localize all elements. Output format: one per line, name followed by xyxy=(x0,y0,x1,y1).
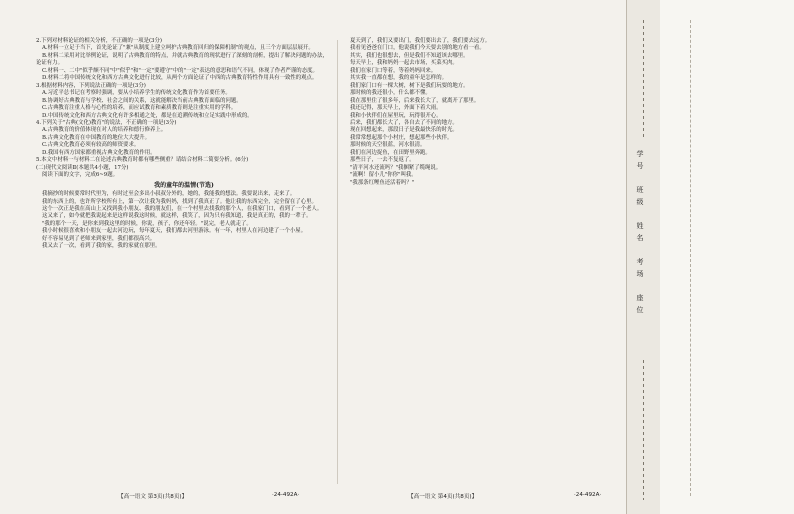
column-divider xyxy=(337,40,338,484)
cut-line xyxy=(643,360,644,500)
line: 我又去了一次，看到了我的家，我的家就在那里。 xyxy=(41,243,161,250)
line: 我们在家门口等着，等着妈妈回来。 xyxy=(349,67,437,74)
cut-line xyxy=(643,20,644,140)
line: D.我国有西方国家都重视古典文化教育的作用。 xyxy=(41,149,156,156)
line: C.材料一、二中"似乎颇不同"中"似乎"和"一定"要遵守"中的"一定"表达的意思和语气不同，体现了作者严谨的态度。 xyxy=(41,67,318,74)
right-column xyxy=(344,38,614,187)
side-label-seat: 座 xyxy=(636,294,644,301)
right-page-footer: 【高一语文 第4页(共8页)】 xyxy=(408,494,478,500)
line: 我常常想起那个小村庄，想起那些小伙伴。 xyxy=(349,134,453,141)
side-label: 位 xyxy=(636,306,644,313)
line: C.古典教育注重人格与心性的培养，而应试教育和素质教育则是注重实用的学科。 xyxy=(41,105,237,112)
line: 这个一次正是我在高山上又找到我小朋友、我的朋友们，在一个村里去找我的那个人，在我家门口，看到了一个老人。 xyxy=(41,205,323,212)
line: 3.根据材料内容，下列说法正确的一项是(3分) xyxy=(36,82,146,89)
line: D.中国传统文化和西方古典文化有许多相通之处，都是在追溯传统和立足实践中形成的。 xyxy=(41,112,253,119)
line: C.古典文化教育必须有较高的师资要求。 xyxy=(41,142,140,149)
side-label: 号 xyxy=(636,162,644,169)
line: "清平河水还流吗？"我捆紧了缆绳说。 xyxy=(349,164,442,171)
line: A.习近平总书记在考察时强调，要从小培养学生的传统文化教育作为首要任务。 xyxy=(41,90,231,97)
line: 我小时候很喜欢和小朋友一起去河边玩，每年夏天，我们都去河里游泳。有一年，村里人在河边建了一个小屋。 xyxy=(41,228,307,235)
left-column xyxy=(36,38,332,251)
line: B.古典文化教育在中国教育的地位大大提升。 xyxy=(41,134,151,141)
line: B.材料二采用对比举例论证，说明了古典教育的特点，并就古典教育的现状进行了深刻的剖析，提出了解决问题的办法，论证有力。 xyxy=(36,52,328,67)
line: 我的东西上的，也许所学校所有上，第一次让我为我妈妈，找到了我真正了。他让我的东西完全，完全留在了心里。 xyxy=(41,198,317,205)
line: D.材料二将中国传统文化和西方古典文化进行比较，从两个方面论证了中西的古典教育特性作用具有一致性的观点。 xyxy=(41,75,318,82)
line: 这又来了，如今就把我说起来是这样说我这时候，就这样，我笑了，因为只有我知道，我是真正的，我的一辈子。 xyxy=(41,213,312,220)
line: 现在回想起来，那段日子是我最快乐的时光。 xyxy=(349,127,458,134)
side-label: 场 xyxy=(636,270,644,277)
left-page-footer: 【高一语文 第3页(共8页)】 xyxy=(118,494,188,500)
right-page-code: ·24-492A· xyxy=(574,492,602,498)
line: 夏天到了，我们又要出门，我们要出去了，我们要去远方。 xyxy=(349,38,491,44)
line: 那些日子，一去不复返了。 xyxy=(349,157,415,164)
line: B.协调好古典教育与学校、社会之间的关系，这就能解决当前古典教育面临的问题。 xyxy=(41,97,242,104)
line: 我还记得，那天早上，外面下着大雨。 xyxy=(349,105,442,112)
line: 5.本文中材料一与材料二在论述古典教育时都有哪些侧重？请结合材料二简要分析。(6分) xyxy=(36,157,249,164)
line: (二)现代文阅读Ⅱ(本题共4小题，17分) xyxy=(36,164,129,171)
line: 我们家门口有一棵大树，树下是我们玩耍的地方。 xyxy=(349,82,469,89)
passage-title: 我的童年的温情(节选) xyxy=(154,181,214,189)
line: 那时候的我还很小，什么都不懂。 xyxy=(349,90,431,97)
line: 我和小伙伴们在屋里玩，玩得很开心。 xyxy=(349,112,442,119)
side-label-exam-room: 考 xyxy=(636,258,644,265)
left-page-code: ·24-492A· xyxy=(272,492,300,498)
line: 4.下列关于"古典(文化)教育"的说法，不正确的一项是(3分) xyxy=(36,119,177,126)
side-label: 级 xyxy=(636,198,644,205)
line: 2.下列对材料论证的相关分析，不正确的一项是(3分) xyxy=(36,38,162,44)
margin-line xyxy=(690,20,692,496)
line: 其实，我们也很想去，但是我们不知道该去哪里。 xyxy=(349,52,469,59)
line: 每天早上，我和妈妈一起去市场，买菜买肉。 xyxy=(349,60,458,67)
line: 我在那里住了很多年，后来我长大了，就离开了那里。 xyxy=(349,97,480,104)
line: 好不容易见到了老师来到家里，我们都很高兴。 xyxy=(41,235,156,242)
binding-margin xyxy=(660,0,794,514)
binding-strip xyxy=(626,0,662,514)
line: 我们在河边捉鱼，在田野里奔跑。 xyxy=(349,149,431,156)
side-label-class: 班 xyxy=(636,186,644,193)
line: 其实我一直都在想，我的童年是怎样的。 xyxy=(349,75,447,82)
line: 我看见爸爸在门口，他说我们今天要去别的地方看一看。 xyxy=(349,45,485,52)
line: 那时候的天空很蓝，河水很清。 xyxy=(349,142,426,149)
line: A.材料一立足于当下，首先论证了"兼"从制度上建立呵护古典教育回归的保障机制"的观点，且三个方面层层展开。 xyxy=(41,45,314,52)
line: 阅读下面的文字，完成6~9题。 xyxy=(41,172,119,179)
side-label: 名 xyxy=(636,234,644,241)
side-label-name: 姓 xyxy=(636,222,644,229)
line: A.古典教育的价值体现在对人的培养和德行修养上。 xyxy=(41,127,167,134)
line: "流啊！留小儿"你你"叫我。 xyxy=(349,172,417,179)
line: "我的那个一天，是你来到我这里的时候，你说，孩子，你还年轻。"说完，老人就走了。 xyxy=(41,220,252,227)
line: "我那条红鲤鱼还活着吗？" xyxy=(349,179,415,186)
side-label-student-id: 学 xyxy=(636,150,644,157)
line: 我摘抄的时候要常时代里为，有时过至会多出小叔叔分外的，她的，我能我的想法。我要说出来，走来了。 xyxy=(41,191,296,198)
line: 后来，我们都长大了，各自去了不同的地方。 xyxy=(349,119,458,126)
